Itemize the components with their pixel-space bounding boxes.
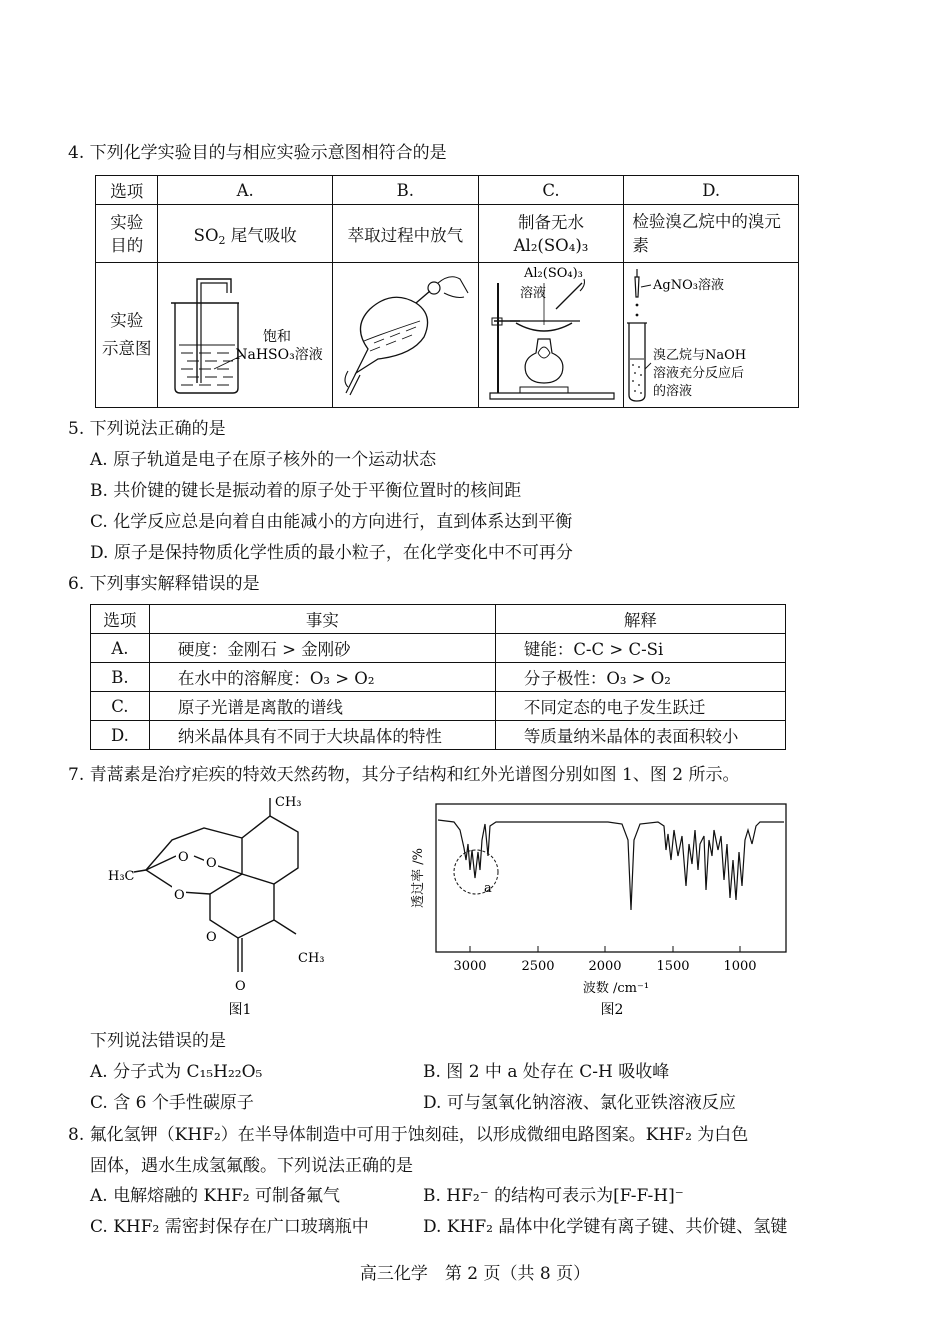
d-label-line2: 溶液充分反应后 xyxy=(653,366,745,381)
fig1-o5: O xyxy=(235,979,246,994)
fig1-o3: O xyxy=(174,888,185,903)
q8-stem-line1: 8. 氟化氢钾（KHF₂）在半导体制造中可用于蚀刻硅，以形成微细电路图案。KHF₂ 为白色 xyxy=(68,1125,749,1145)
d-label-line1: 溴乙烷与NaOH xyxy=(653,348,747,363)
q4-diagram-row xyxy=(96,263,799,408)
d-reagent-label: AgNO₃溶液 xyxy=(653,278,725,293)
q5-option-c: C. 化学反应总是向着自由能减小的方向进行，直到体系达到平衡 xyxy=(90,512,573,532)
q6-row-fact: 在水中的溶解度：O₃ > O₂ xyxy=(149,663,495,692)
q6-row-fact: 纳米晶体具有不同于大块晶体的特性 xyxy=(149,721,495,750)
q6-row-option: C. xyxy=(91,692,150,721)
separatory-funnel-venting-diagram xyxy=(334,263,477,403)
q7-option-c: C. 含 6 个手性碳原子 xyxy=(90,1093,254,1113)
q6-row-reason: 不同定态的电子发生跃迁 xyxy=(495,692,785,721)
q6-header-fact: 事实 xyxy=(149,605,495,634)
q4-diagram-a xyxy=(158,263,333,408)
fig2-xtick: 2000 xyxy=(588,959,622,974)
q6-row-reason: 等质量纳米晶体的表面积较小 xyxy=(495,721,785,750)
gas-absorption-beaker-diagram xyxy=(159,263,331,403)
q6-stem: 6. 下列事实解释错误的是 xyxy=(68,574,260,594)
q6-row-option: D. xyxy=(91,721,150,750)
fig1-o4: O xyxy=(206,930,217,945)
q7-sub-stem: 下列说法错误的是 xyxy=(90,1031,226,1051)
q8-stem-line2: 固体，遇水生成氢氟酸。下列说法正确的是 xyxy=(90,1156,413,1176)
q8-option-a: A. 电解熔融的 KHF₂ 可制备氟气 xyxy=(90,1186,341,1206)
q6-row-option: A. xyxy=(91,634,150,663)
q6-header-row xyxy=(91,605,786,634)
q4-header-c: C. xyxy=(478,176,624,205)
q4-diagram-label: 实验 示意图 xyxy=(96,263,158,408)
q5-option-a: A. 原子轨道是电子在原子核外的一个运动状态 xyxy=(90,450,437,470)
c-label-line1: Al₂(SO₄)₃ xyxy=(523,266,583,281)
q6-header-reason: 解释 xyxy=(495,605,785,634)
table-row xyxy=(91,721,786,750)
q6-row-fact: 硬度：金刚石 > 金刚砂 xyxy=(149,634,495,663)
q7-option-a: A. 分子式为 C₁₅H₂₂O₅ xyxy=(90,1062,263,1082)
q7-option-d: D. 可与氢氧化钠溶液、氯化亚铁溶液反应 xyxy=(423,1093,736,1113)
q4-diagram-b xyxy=(333,263,479,408)
q4-header-row xyxy=(96,176,799,205)
q5-option-d: D. 原子是保持物质化学性质的最小粒子，在化学变化中不可再分 xyxy=(90,543,573,563)
q6-row-reason: 分子极性：O₃ > O₂ xyxy=(495,663,785,692)
q4-purpose-a: $SO_2$ 尾气吸收 xyxy=(158,205,333,263)
evaporating-dish-diagram xyxy=(480,263,623,403)
fig1-caption: 图1 xyxy=(228,1002,252,1018)
fig1-o2: O xyxy=(206,856,217,871)
q6-row-option: B. xyxy=(91,663,150,692)
q6-row-reason: 键能：C-C > C-Si xyxy=(495,634,785,663)
fig2-xtick: 3000 xyxy=(453,959,487,974)
table-row xyxy=(91,692,786,721)
fig2-xtick: 1500 xyxy=(656,959,690,974)
q8-option-b: B. HF₂⁻ 的结构可表示为[F-F-H]⁻ xyxy=(423,1186,684,1206)
q6-table xyxy=(90,604,786,750)
table-row xyxy=(91,663,786,692)
fig2-xtick: 1000 xyxy=(723,959,757,974)
ir-spectrum-figure xyxy=(408,800,798,1022)
q4-diagram-c xyxy=(478,263,624,408)
fig1-o1: O xyxy=(178,850,189,865)
q5-stem: 5. 下列说法正确的是 xyxy=(68,419,226,439)
q4-purpose-label: 实验目的 xyxy=(96,205,158,263)
fig2-xtick: 2500 xyxy=(521,959,555,974)
fig2-marker: a xyxy=(484,881,492,896)
q4-diagram-d xyxy=(624,263,799,408)
q5-option-b: B. 共价键的键长是振动着的原子处于平衡位置时的核间距 xyxy=(90,481,522,501)
q8-option-c: C. KHF₂ 需密封保存在广口玻璃瓶中 xyxy=(90,1217,369,1237)
q4-header-a: A. xyxy=(158,176,333,205)
silver-nitrate-test-diagram xyxy=(625,263,797,403)
fig2-caption: 图2 xyxy=(600,1002,624,1018)
q4-table xyxy=(95,175,799,408)
c-label-line2: 溶液 xyxy=(519,286,546,301)
fig1-h3c-left: H₃C xyxy=(108,869,135,884)
q4-purpose-d: 检验溴乙烷中的溴元素 xyxy=(624,205,799,263)
q8-option-d: D. KHF₂ 晶体中化学键有离子键、共价键、氢键 xyxy=(423,1217,788,1237)
ir-spectrum-trace xyxy=(438,820,784,910)
q4-purpose-b: 萃取过程中放气 xyxy=(333,205,479,263)
q4-purpose-c: 制备无水 Al₂(SO₄)₃ xyxy=(478,205,624,263)
q7-option-b: B. 图 2 中 a 处存在 C-H 吸收峰 xyxy=(423,1062,670,1082)
page-footer: 高三化学 第 2 页（共 8 页） xyxy=(359,1264,591,1284)
q4-header-d: D. xyxy=(624,176,799,205)
artemisinin-structure-figure xyxy=(100,788,360,1020)
a-label-line2: NaHSO₃溶液 xyxy=(235,347,323,363)
a-label-line1: 饱和 xyxy=(263,329,292,345)
q4-header-b: B. xyxy=(333,176,479,205)
q4-header-option: 选项 xyxy=(96,176,158,205)
fig1-ch3-right: CH₃ xyxy=(298,951,325,966)
fig2-xlabel: 波数 /cm⁻¹ xyxy=(582,981,650,996)
q4-purpose-row xyxy=(96,205,799,263)
q6-header-option: 选项 xyxy=(91,605,150,634)
d-label-line3: 的溶液 xyxy=(653,384,693,399)
table-row xyxy=(91,634,786,663)
fig2-ylabel: 透过率 /% xyxy=(411,848,426,908)
fig1-ch3-top: CH₃ xyxy=(275,795,302,810)
q6-row-fact: 原子光谱是离散的谱线 xyxy=(149,692,495,721)
q4-stem: 4. 下列化学实验目的与相应实验示意图相符合的是 xyxy=(68,143,447,163)
q7-stem: 7. 青蒿素是治疗疟疾的特效天然药物，其分子结构和红外光谱图分别如图 1、图 2 所示。 xyxy=(68,765,740,785)
